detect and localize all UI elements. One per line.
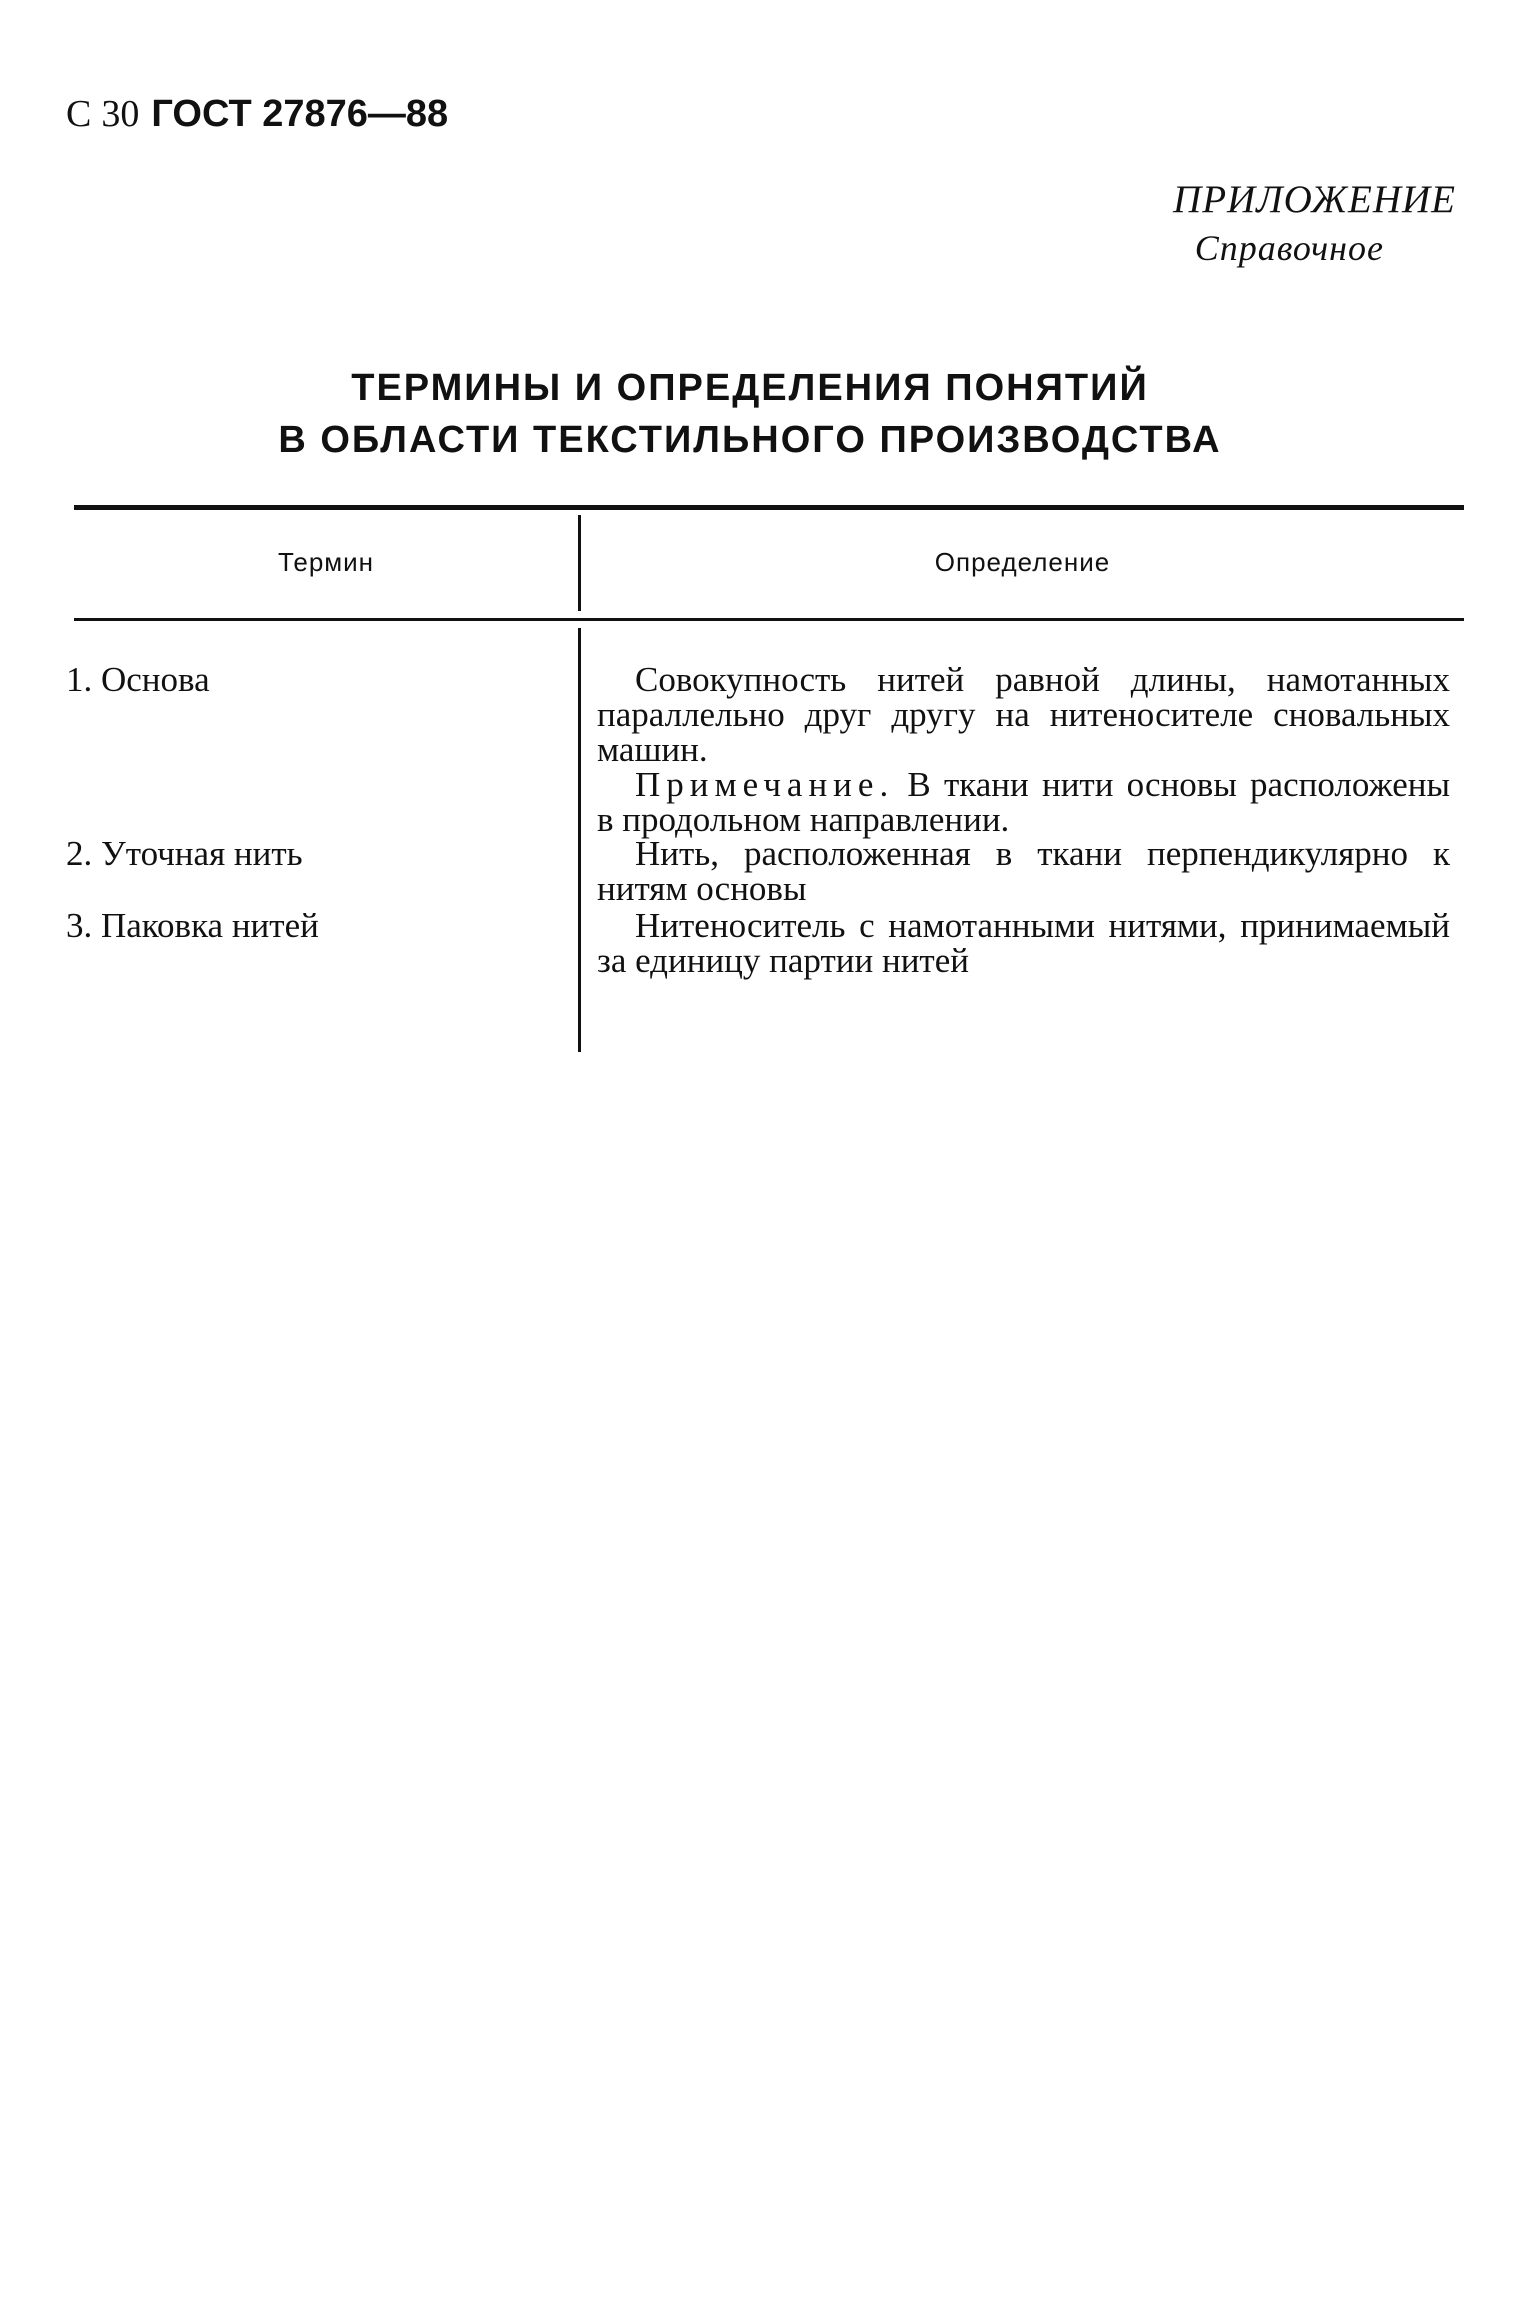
term-3: 3. Паковка нитей bbox=[66, 906, 319, 945]
definition-3-text: Нитеноситель с намотанными нитями, принимаемый за единицу партии нитей bbox=[597, 906, 1450, 980]
definition-3 bbox=[597, 908, 1450, 978]
column-header-term: Термин bbox=[277, 547, 375, 577]
page-number: 30 bbox=[101, 93, 140, 135]
definition-1 bbox=[597, 662, 1450, 837]
note-label: Примечание. bbox=[635, 765, 895, 804]
table-header-rule bbox=[74, 618, 1464, 621]
table-top-rule bbox=[74, 505, 1464, 510]
definition-2 bbox=[597, 836, 1450, 906]
definition-2-text: Нить, расположенная в ткани перпендикулярно к нитям основы bbox=[597, 834, 1450, 908]
header-letter: С bbox=[66, 93, 92, 135]
term-2: 2. Уточная нить bbox=[66, 834, 303, 873]
page-header bbox=[66, 92, 448, 136]
term-1: 1. Основа bbox=[66, 660, 210, 699]
title-line-1: ТЕРМИНЫ И ОПРЕДЕЛЕНИЯ ПОНЯТИЙ bbox=[351, 367, 1149, 409]
definition-1-note bbox=[597, 767, 1450, 837]
page-title bbox=[100, 362, 1400, 466]
standard-code: ГОСТ 27876—88 bbox=[151, 93, 449, 135]
appendix-label: ПРИЛОЖЕНИЕ bbox=[1173, 178, 1456, 221]
appendix-kind: Справочное bbox=[1194, 228, 1384, 268]
column-header-definition: Определение bbox=[934, 547, 1111, 577]
note-text: В ткани нити основы расположены в продольном направлении. bbox=[597, 765, 1450, 839]
definition-1-text: Совокупность нитей равной длины, намотанных параллельно друг другу на нитеносителе сновальных машин. bbox=[597, 660, 1450, 769]
title-line-2: В ОБЛАСТИ ТЕКСТИЛЬНОГО ПРОИЗВОДСТВА bbox=[278, 419, 1222, 461]
appendix-block bbox=[1060, 176, 1456, 272]
table-body-divider bbox=[578, 628, 581, 1052]
